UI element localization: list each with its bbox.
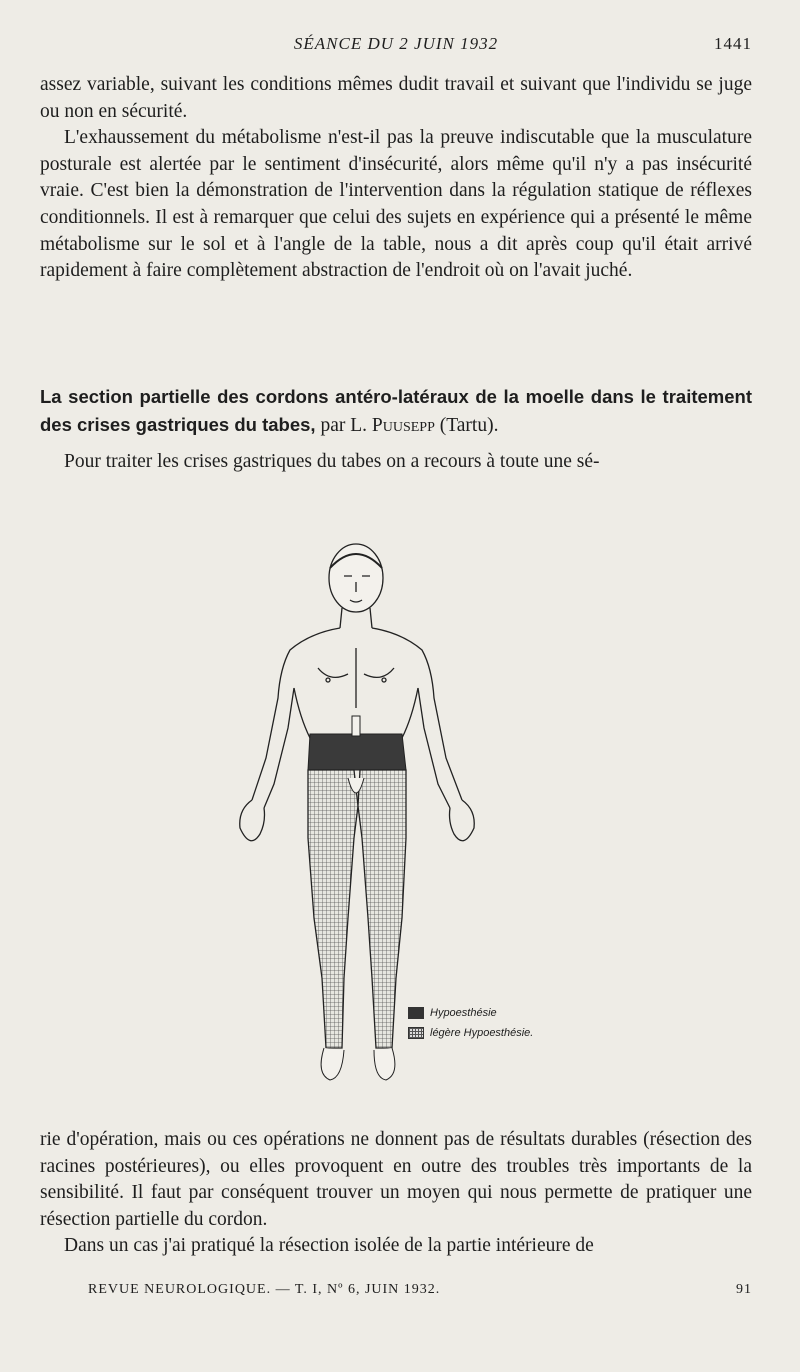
previous-article-end [40,72,752,285]
dark-swatch-icon [408,1007,424,1019]
continuation-paragraph-1: rie d'opération, mais ou ces opérations ne donnent pas de résultats durables (résection des racines postérieures), ou elles provoquent en outre des troubles très importants de la sensibilité. Il faut par conséquent trouver un moyen qui nous permette de pratiquer une résection partielle du cordon. [40,1129,752,1230]
paragraph-1: assez variable, suivant les conditions mêmes dudit travail et suivant que l'individu se juge ou non en sécurité. [40,74,752,122]
paragraph-2: L'exhaussement du métabolisme n'est-il pas la preuve indiscutable que la musculature posturale est alertée par le sentiment d'insécurité, alors même qu'il n'y a pas insécurité vraie. C'est bien la démonstration de l'intervention dans la régulation statique de réflexes conditionnels. Il est à remarquer que celui des sujets en expérience qui a présenté le même métabolisme sur le sol et à l'angle de la table, nous a dit après coup qu'il était arrivé rapidement à faire complètement abstraction de l'endroit où on l'avait juché. [40,127,752,282]
footer-journal: REVUE NEUROLOGIQUE. — T. I, Nº 6, JUIN 1932. [88,1282,441,1297]
article-by: par L. [315,414,372,436]
article-affiliation: (Tartu). [434,414,499,436]
article-heading-line [40,384,752,439]
page-number: 1441 [714,34,752,53]
legend-label: légère Hypoesthésie. [430,1027,534,1039]
article-author: Puusepp [371,414,435,436]
figure-legend [408,1003,588,1047]
article-intro: Pour traiter les crises gastriques du tabes on a recours à toute une sé- [64,451,600,473]
legend-label: Hypoesthésie [430,1007,497,1019]
continuation-paragraph-2: Dans un cas j'ai pratiqué la résection isolée de la partie intérieure de [64,1235,594,1257]
page-footer [88,1282,752,1306]
footer-signature: 91 [736,1282,752,1297]
running-head [40,34,752,58]
hatched-swatch-icon [408,1027,424,1039]
legend-row-legere [408,1023,588,1043]
article-continuation [40,1127,752,1260]
article-start [40,384,752,476]
running-head-title: SÉANCE DU 2 JUIN 1932 [293,34,499,53]
legend-row-hypoesthesie [408,1003,588,1023]
article-heading: La section partielle des cordons antéro-latéraux de la moelle dans le traitement des crises gastriques du tabes, [40,386,752,435]
